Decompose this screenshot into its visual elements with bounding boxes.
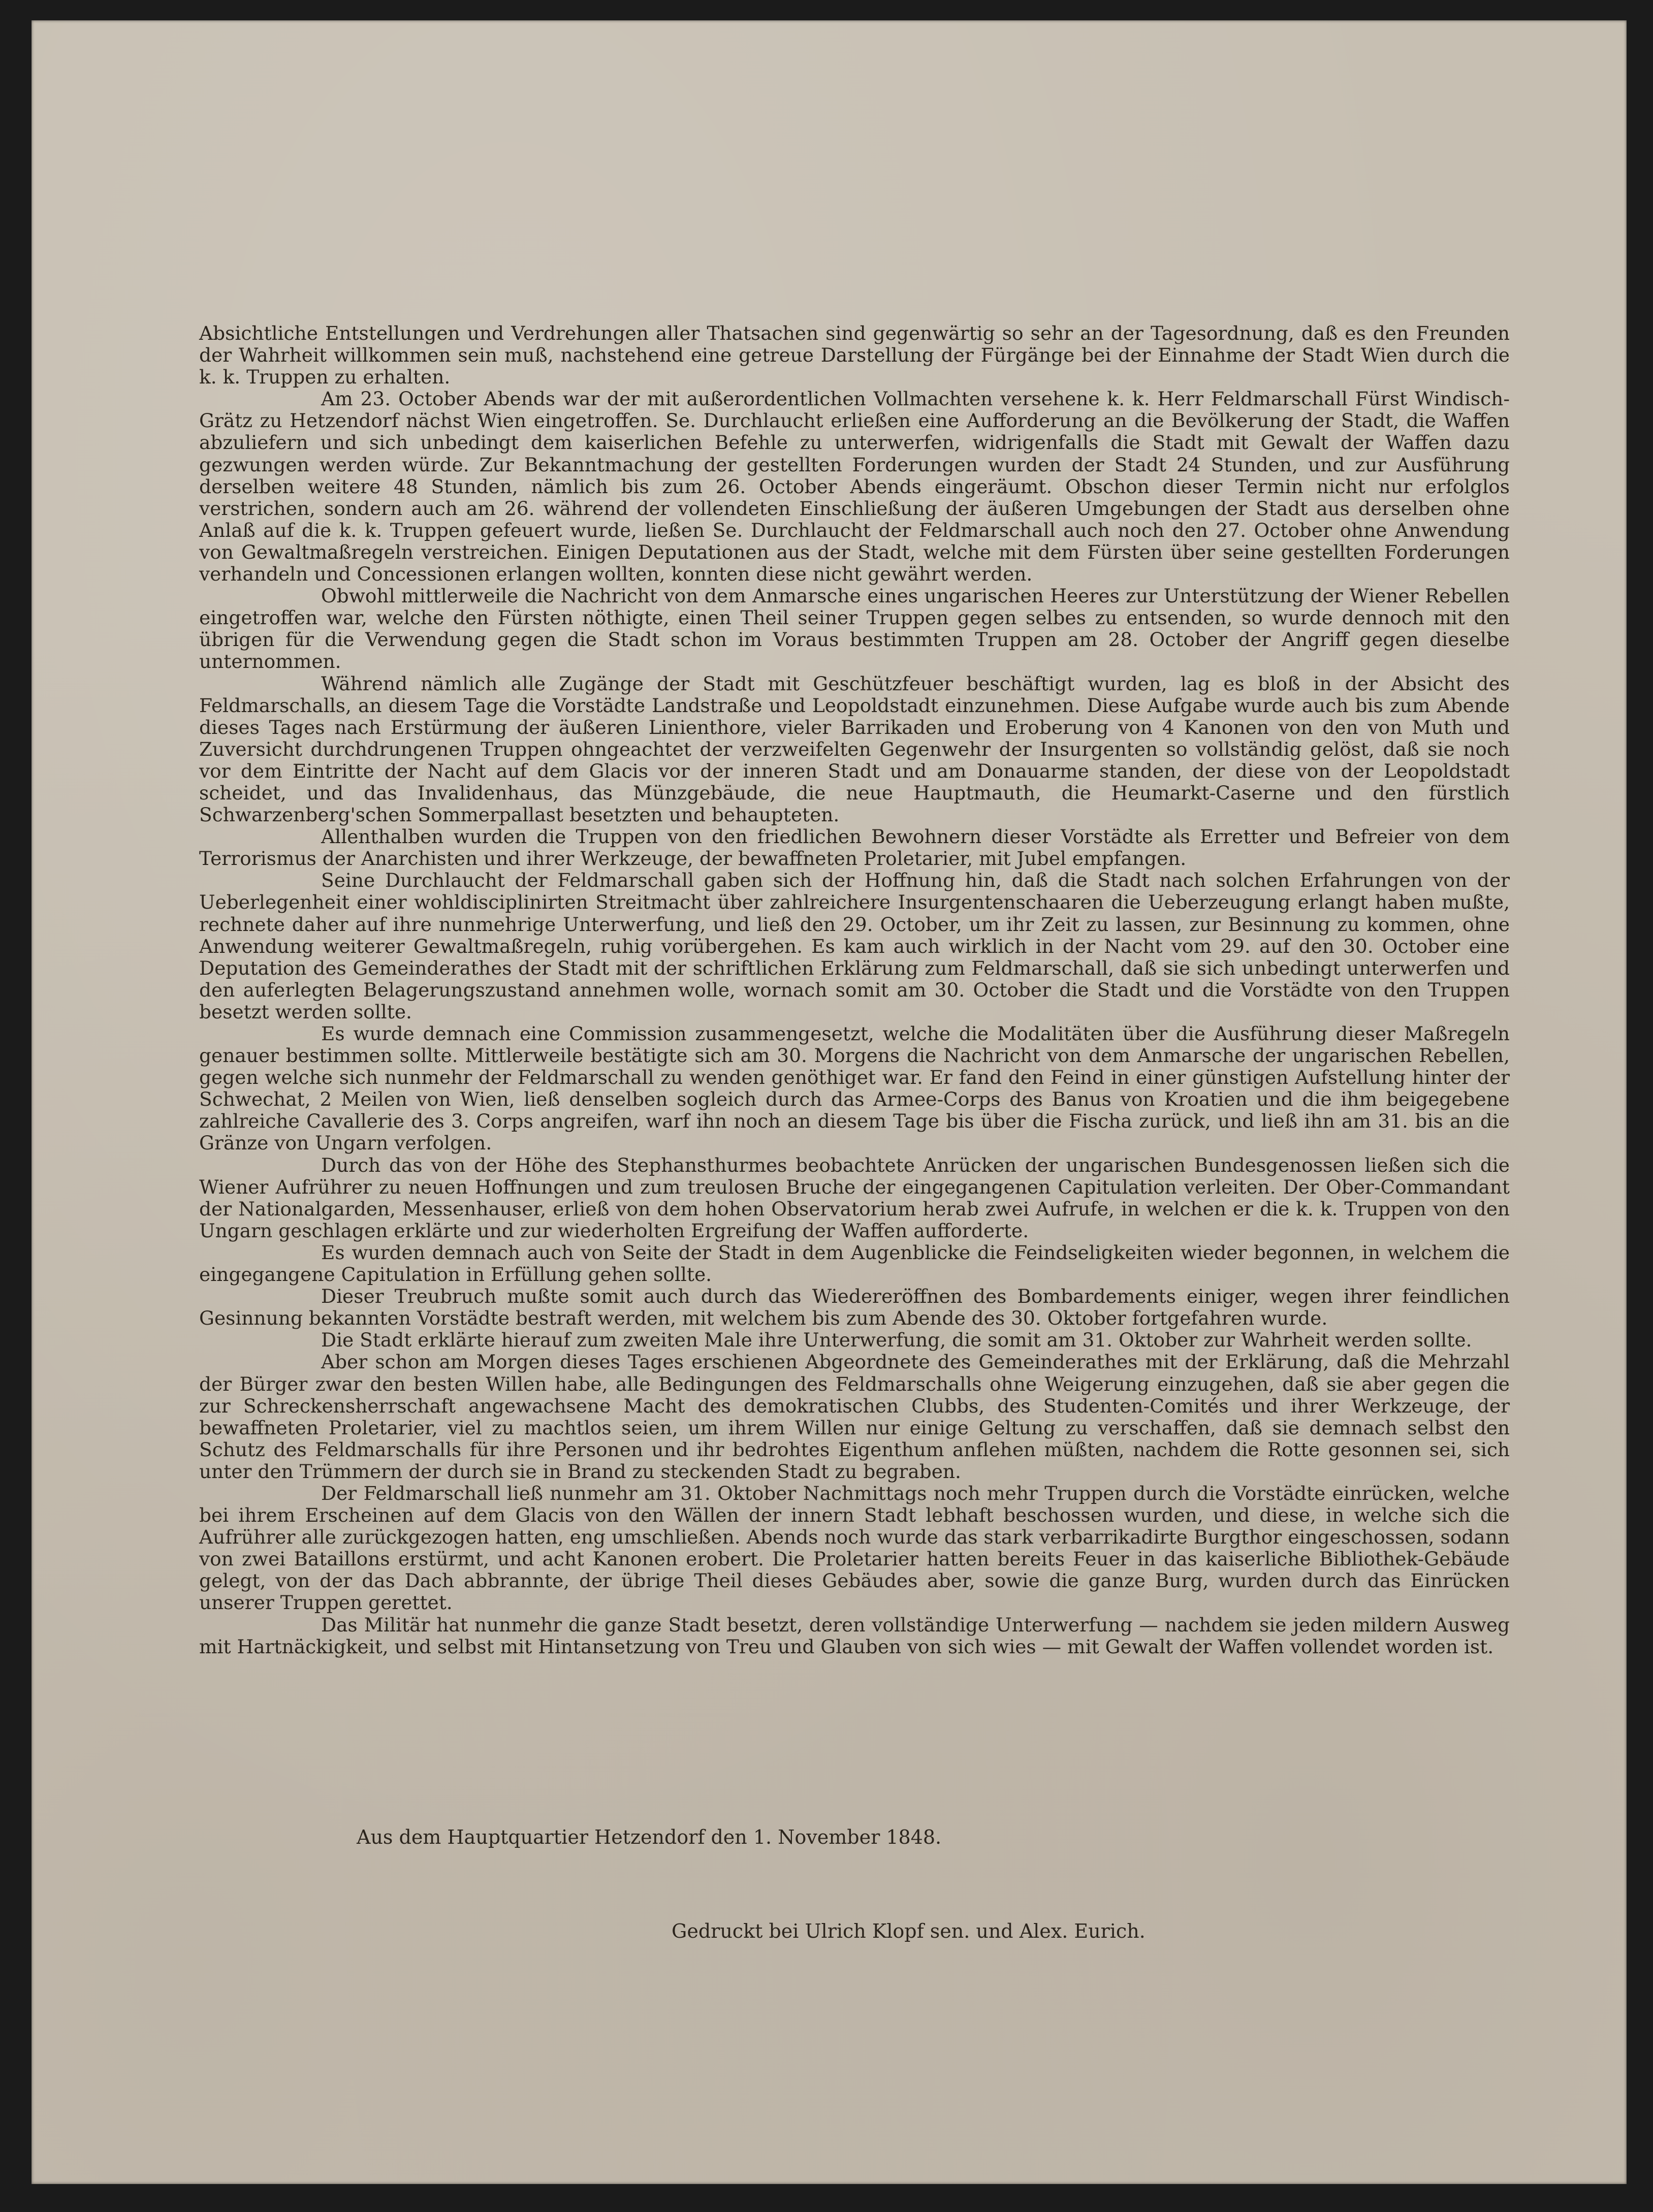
paragraph: Das Militär hat nunmehr die ganze Stadt besetzt, deren vollständige Unterwerfung — nachdem sie jeden mildern Ausweg mit Hartnäckigkeit, und selbst mit Hintansetzung von Treu und Glauben von sich wies — mit Gewalt der Waffen vollendet worden ist. (199, 1613, 1510, 1658)
paragraph: Es wurde demnach eine Commission zusammengesetzt, welche die Modalitäten über die Ausführung dieser Maßregeln genauer bestimmen sollte. Mittlerweile bestätigte sich am 30. Morgens die Nachricht von dem Anmarsche der ungarischen Rebellen, gegen welche sich nunmehr der Feldmarschall zu wenden genöthiget war. Er fand den Feind in einer günstigen Aufstellung hinter der Schwechat, 2 Meilen von Wien, ließ denselben sogleich durch das Armee-Corps des Banus von Kroatien und die ihm beigegebene zahlreiche Cavallerie des 3. Corps angreifen, warf ihn noch an diesem Tage bis über die Fischa zurück, und ließ ihn am 31. bis an die Gränze von Ungarn verfolgen. (199, 1022, 1510, 1155)
paragraph: Es wurden demnach auch von Seite der Stadt in dem Augenblicke die Feindseligkeiten wieder begonnen, in welchem die eingegangene Capitulation in Erfüllung gehen sollte. (199, 1241, 1510, 1286)
paragraph: Obwohl mittlerweile die Nachricht von dem Anmarsche eines ungarischen Heeres zur Unterstützung der Wiener Rebellen eingetroffen war, welche den Fürsten nöthigte, einen Theil seiner Truppen gegen selbes zu entsenden, so wurde dennoch mit den übrigen für die Verwendung gegen die Stadt schon im Voraus bestimmten Truppen am 28. October der Angriff gegen dieselbe unternommen. (199, 585, 1510, 673)
paragraph: Allenthalben wurden die Truppen von den friedlichen Bewohnern dieser Vorstädte als Erretter und Befreier von dem Terrorismus der Anarchisten und ihrer Werkzeuge, der bewaffneten Proletarier, mit Jubel empfangen. (199, 825, 1510, 870)
paragraph: Während nämlich alle Zugänge der Stadt mit Geschützfeuer beschäftigt wurden, lag es bloß in der Absicht des Feldmarschalls, an diesem Tage die Vorstädte Landstraße und Leopoldstadt einzunehmen. Diese Aufgabe wurde auch bis zum Abende dieses Tages nach Erstürmung der äußeren Linienthore, vieler Barrikaden und Eroberung von 4 Kanonen von den von Muth und Zuversicht durchdrungenen Truppen ohngeachtet der verzweifelten Gegenwehr der Insurgenten so vollständig gelöst, daß sie noch vor dem Eintritte der Nacht auf dem Glacis vor der inneren Stadt und am Donauarme standen, der diese von der Leopoldstadt scheidet, und das Invalidenhaus, das Münzgebäude, die neue Hauptmauth, die Heumarkt-Caserne und den fürstlich Schwarzenberg'schen Sommerpallast besetzten und behaupteten. (199, 672, 1510, 826)
printer-imprint: Gedruckt bei Ulrich Klopf sen. und Alex. Eurich. (672, 1920, 1146, 1942)
dateline: Aus dem Hauptquartier Hetzendorf den 1. November 1848. (357, 1826, 942, 1848)
paragraph: Am 23. October Abends war der mit außerordentlichen Vollmachten versehene k. k. Herr Feldmarschall Fürst Windisch-Grätz zu Hetzendorf nächst Wien eingetroffen. Se. Durchlaucht erließen eine Aufforderung an die Bevölkerung der Stadt, die Waffen abzuliefern und sich unbedingt dem kaiserlichen Befehle zu unterwerfen, widrigenfalls die Stadt mit Gewalt der Waffen dazu gezwungen werden würde. Zur Bekanntmachung der gestellten Forderungen wurden der Stadt 24 Stunden, und zur Ausführung derselben weitere 48 Stunden, nämlich bis zum 26. October Abends eingeräumt. Obschon dieser Termin nicht nur erfolglos verstrichen, sondern auch am 26. während der vollendeten Einschließung der äußeren Umgebungen der Stadt aus derselben ohne Anlaß auf die k. k. Truppen gefeuert wurde, ließen Se. Durchlaucht der Feldmarschall auch noch den 27. October ohne Anwendung von Gewaltmaßregeln verstreichen. Einigen Deputationen aus der Stadt, welche mit dem Fürsten über seine gestellten Forderungen verhandeln und Concessionen erlangen wollten, konnten diese nicht gewährt werden. (199, 388, 1510, 586)
paragraph: Der Feldmarschall ließ nunmehr am 31. Oktober Nachmittags noch mehr Truppen durch die Vorstädte einrücken, welche bei ihrem Erscheinen auf dem Glacis von den Wällen der innern Stadt lebhaft beschossen wurden, und diese, in welche sich die Aufrührer alle zurückgezogen hatten, eng umschließen. Abends noch wurde das stark verbarrikadirte Burgthor eingeschossen, sodann von zwei Bataillons erstürmt, und acht Kanonen erobert. Die Proletarier hatten bereits Feuer in das kaiserliche Bibliothek-Gebäude gelegt, von der das Dach abbrannte, der übrige Theil dieses Gebäudes aber, sowie die ganze Burg, wurden durch das Einrücken unserer Truppen gerettet. (199, 1482, 1510, 1614)
document-sheet (31, 20, 1627, 2184)
paragraph: Dieser Treubruch mußte somit auch durch das Wiedereröffnen des Bombardements einiger, wegen ihrer feindlichen Gesinnung bekannten Vorstädte bestraft werden, mit welchem bis zum Abende des 30. Oktober fortgefahren wurde. (199, 1285, 1510, 1330)
paragraph: Die Stadt erklärte hierauf zum zweiten Male ihre Unterwerfung, die somit am 31. Oktober zur Wahrheit werden sollte. (321, 1329, 1472, 1352)
paragraph: Seine Durchlaucht der Feldmarschall gaben sich der Hoffnung hin, daß die Stadt nach solchen Erfahrungen von der Ueberlegenheit einer wohldisciplinirten Streitmacht über zahlreichere Insurgentenschaaren die Ueberzeugung erlangt haben mußte, rechnete daher auf ihre nunmehrige Unterwerfung, und ließ den 29. October, um ihr Zeit zu lassen, zur Besinnung zu kommen, ohne Anwendung weiterer Gewaltmaßregeln, ruhig vorübergehen. Es kam auch wirklich in der Nacht vom 29. auf den 30. October eine Deputation des Gemeinderathes der Stadt mit der schriftlichen Erklärung zum Feldmarschall, daß sie sich unbedingt unterwerfen und den auferlegten Belagerungszustand annehmen wolle, wornach somit am 30. October die Stadt und die Vorstädte von den Truppen besetzt werden sollte. (199, 869, 1510, 1023)
paragraph: Durch das von der Höhe des Stephansthurmes beobachtete Anrücken der ungarischen Bundesgenossen ließen sich die Wiener Aufrührer zu neuen Hoffnungen und zum treulosen Bruche der eingegangenen Capitulation verleiten. Der Ober-Commandant der Nationalgarden, Messenhauser, erließ von dem hohen Observatorium herab zwei Aufrufe, in welchen er die k. k. Truppen von den Ungarn geschlagen erklärte und zur wiederholten Ergreifung der Waffen aufforderte. (199, 1153, 1510, 1242)
paragraph: Aber schon am Morgen dieses Tages erschienen Abgeordnete des Gemeinderathes mit der Erklärung, daß die Mehrzahl der Bürger zwar den besten Willen habe, alle Bedingungen des Feldmarschalls ohne Weigerung einzugehen, daß sie aber gegen die zur Schreckensherrschaft angewachsene Macht des demokratischen Clubbs, des Studenten-Comités und ihrer Werkzeuge, der bewaffneten Proletarier, viel zu machtlos seien, um ihrem Willen nur einige Geltung zu verschaffen, daß sie demnach selbst den Schutz des Feldmarschalls für ihre Personen und ihr bedrohtes Eigenthum anflehen müßten, nachdem die Rotte gesonnen sei, sich unter den Trümmern der durch sie in Brand zu steckenden Stadt zu begraben. (199, 1351, 1510, 1483)
paragraph-intro: Absichtliche Entstellungen und Verdrehungen aller Thatsachen sind gegenwärtig so sehr an der Tagesordnung, daß es den Freunden der Wahrheit willkommen sein muß, nachstehend eine getreue Darstellung der Fürgänge bei der Einnahme der Stadt Wien durch die k. k. Truppen zu erhalten. (199, 322, 1510, 389)
proclamation-body (199, 323, 1510, 1658)
